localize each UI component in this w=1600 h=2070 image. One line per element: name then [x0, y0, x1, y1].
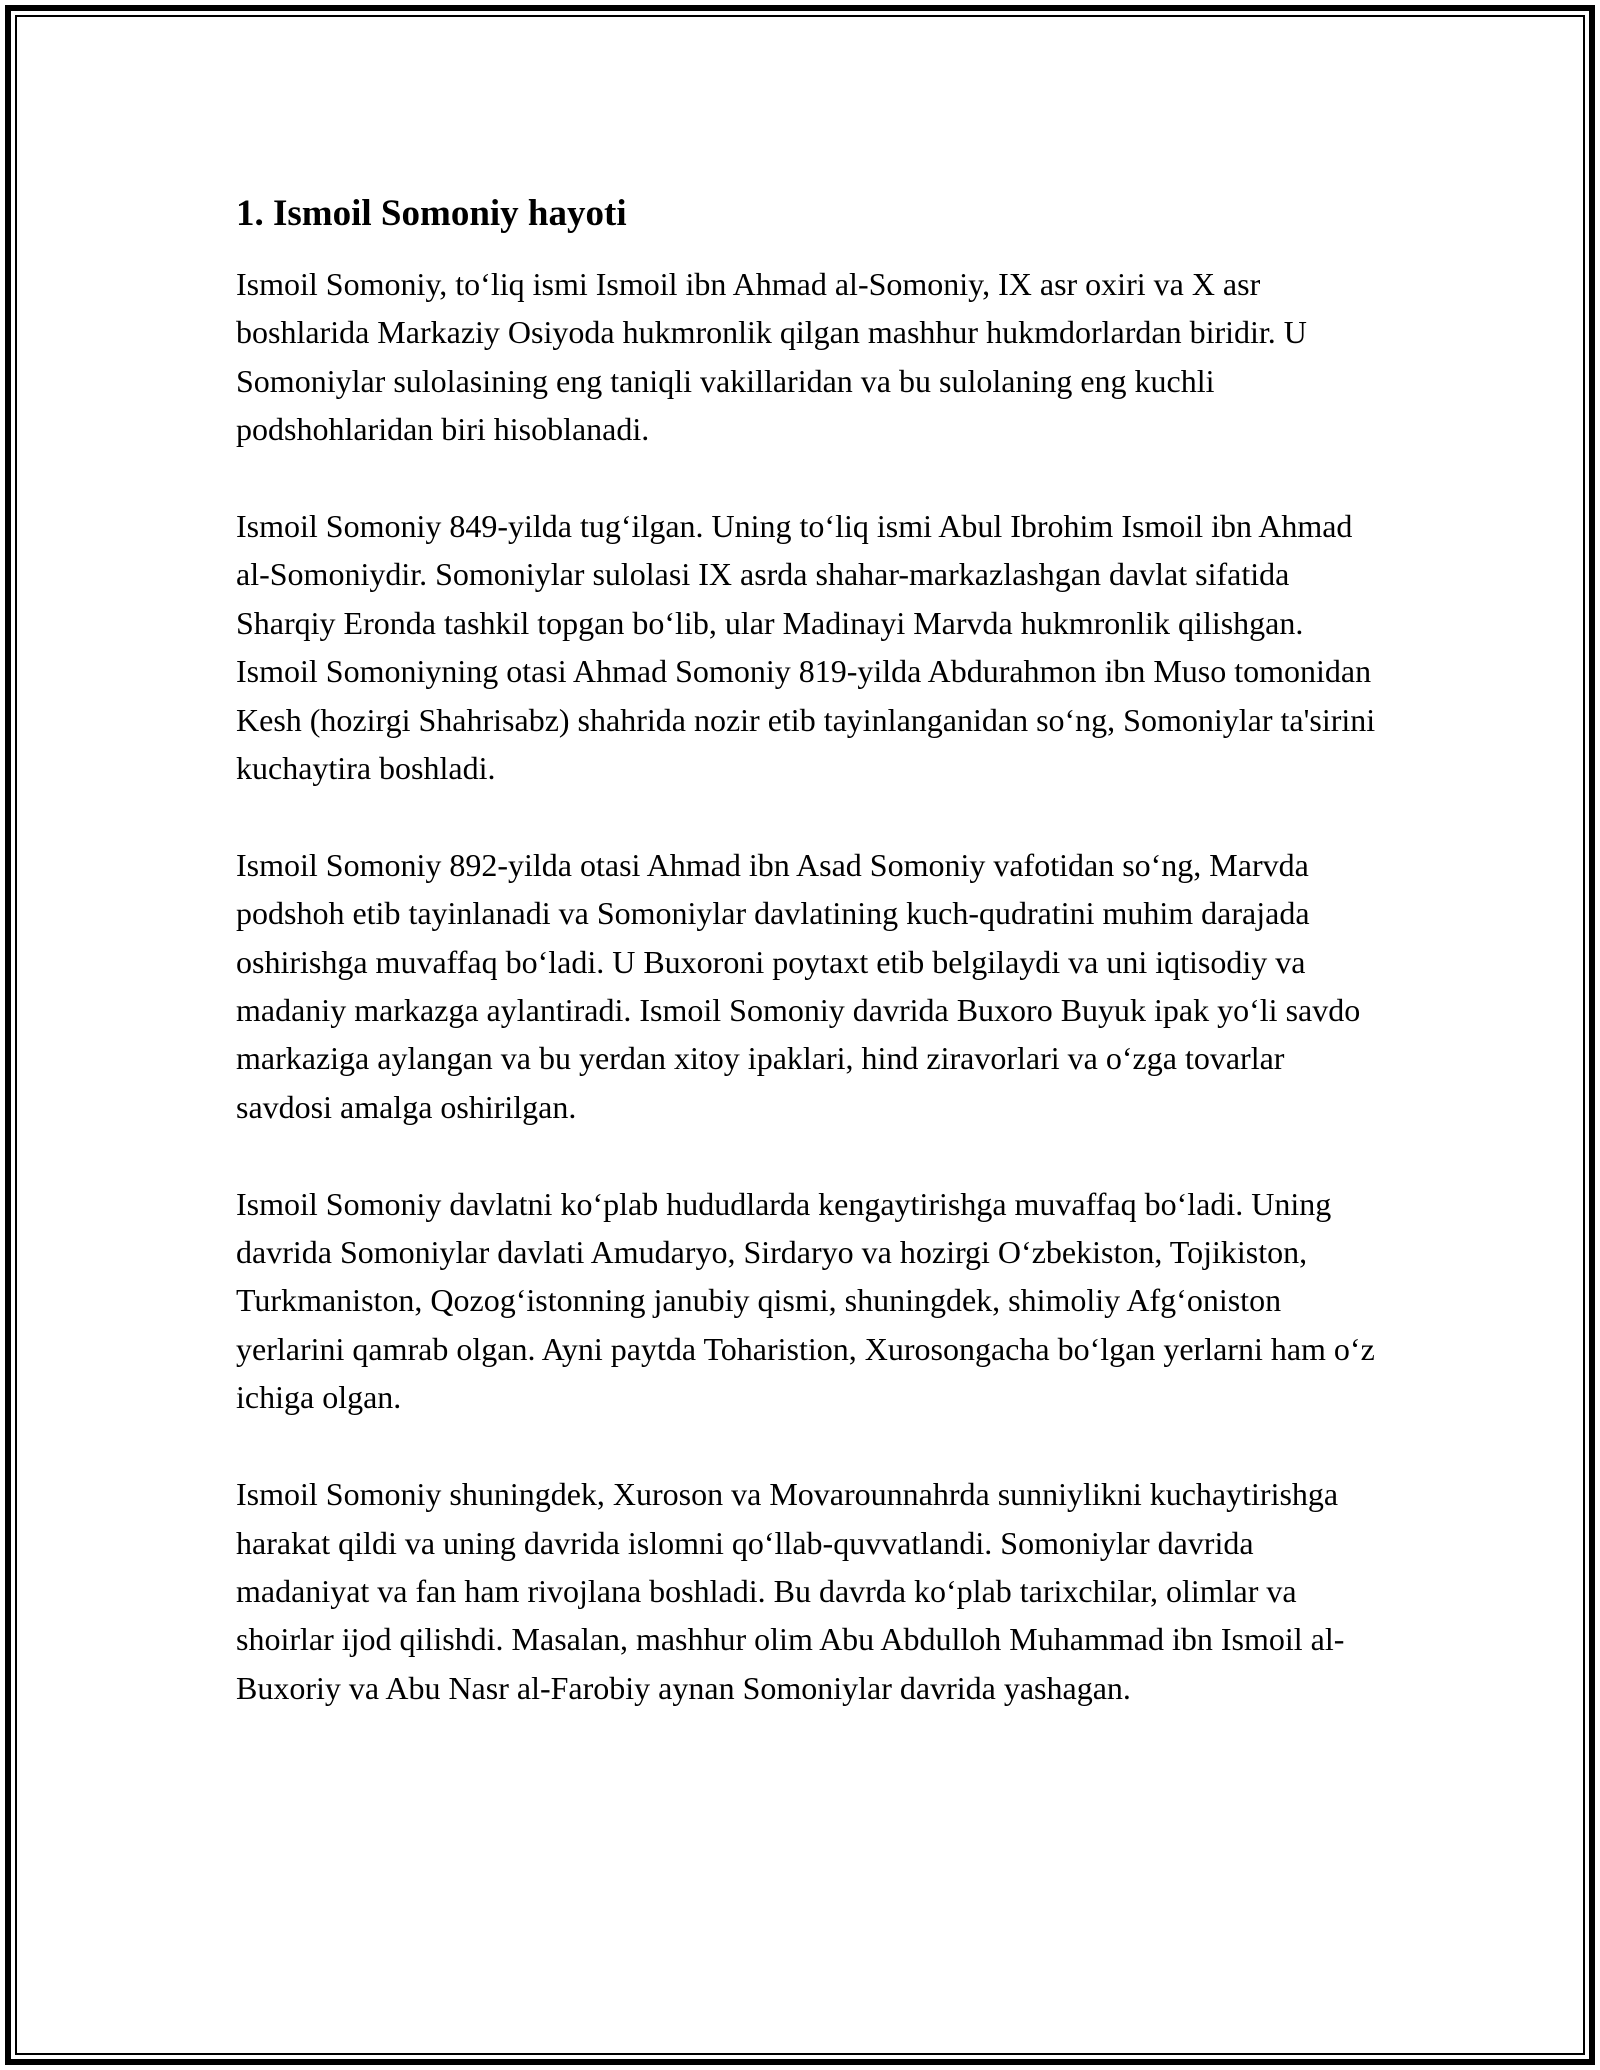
section-heading: 1. Ismoil Somoniy hayoti	[236, 193, 627, 234]
paragraph-2: Ismoil Somoniy 849-yilda tug‘ilgan. Uning to‘liq ismi Abul Ibrohim Ismoil ibn Ahmad al-Somoniydir. Somoniylar sulolasi IX asrda shahar-markazlashgan davlat sifatida Sharqiy Eronda tashkil topgan bo‘lib, ular Madinayi Marvda hukmronlik qilishgan. Ismoil Somoniyning otasi Ahmad Somoniy 819-yilda Abdurahmon ibn Muso tomonidan Kesh (hozirgi Shahrisabz) shahrida nozir etib tayinlanganidan so‘ng, Somoniylar ta'sirini kuchaytira boshladi.	[236, 508, 1376, 787]
paragraph-4: Ismoil Somoniy davlatni ko‘plab hududlarda kengaytirishga muvaffaq bo‘ladi. Uning davrida Somoniylar davlati Amudaryo, Sirdaryo va hozirgi O‘zbekiston, Tojikiston, Turkmaniston, Qozog‘istonning janubiy qismi, shuningdek, shimoliy Afg‘oniston yerlarini qamrab olgan. Ayni paytda Toharistion, Xurosongacha bo‘lgan yerlarni ham o‘z ichiga olgan.	[236, 1185, 1375, 1416]
paragraph-5: Ismoil Somoniy shuningdek, Xuroson va Movarounnahrda sunniylikni kuchaytirishga harakat qildi va uning davrida islomni qo‘llab-quvvatlandi. Somoniylar davrida madaniyat va fan ham rivojlana boshladi. Bu davrda ko‘plab tarixchilar, olimlar va shoirlar ijod qilishdi. Masalan, mashhur olim Abu Abdulloh Muhammad ibn Ismoil al-Buxoriy va Abu Nasr al-Farobiy aynan Somoniylar davrida yashagan.	[236, 1476, 1345, 1706]
document-body	[236, 186, 1376, 1761]
paragraph-3: Ismoil Somoniy 892-yilda otasi Ahmad ibn Asad Somoniy vafotidan so‘ng, Marvda podshoh etib tayinlanadi va Somoniylar davlatining kuch-qudratini muhim darajada oshirishga muvaffaq bo‘ladi. U Buxoroni poytaxt etib belgilaydi va uni iqtisodiy va madaniy markazga aylantiradi. Ismoil Somoniy davrida Buxoro Buyuk ipak yo‘li savdo markaziga aylangan va bu yerdan xitoy ipaklari, hind ziravorlari va o‘zga tovarlar savdosi amalga oshirilgan.	[236, 846, 1361, 1125]
paragraph-1: Ismoil Somoniy, to‘liq ismi Ismoil ibn Ahmad al-Somoniy, IX asr oxiri va X asr boshlarida Markaziy Osiyoda hukmronlik qilgan mashhur hukmdorlardan biridir. U Somoniylar sulolasining eng taniqli vakillaridan va bu sulolaning eng kuchli podshohlaridan biri hisoblanadi.	[236, 266, 1307, 448]
